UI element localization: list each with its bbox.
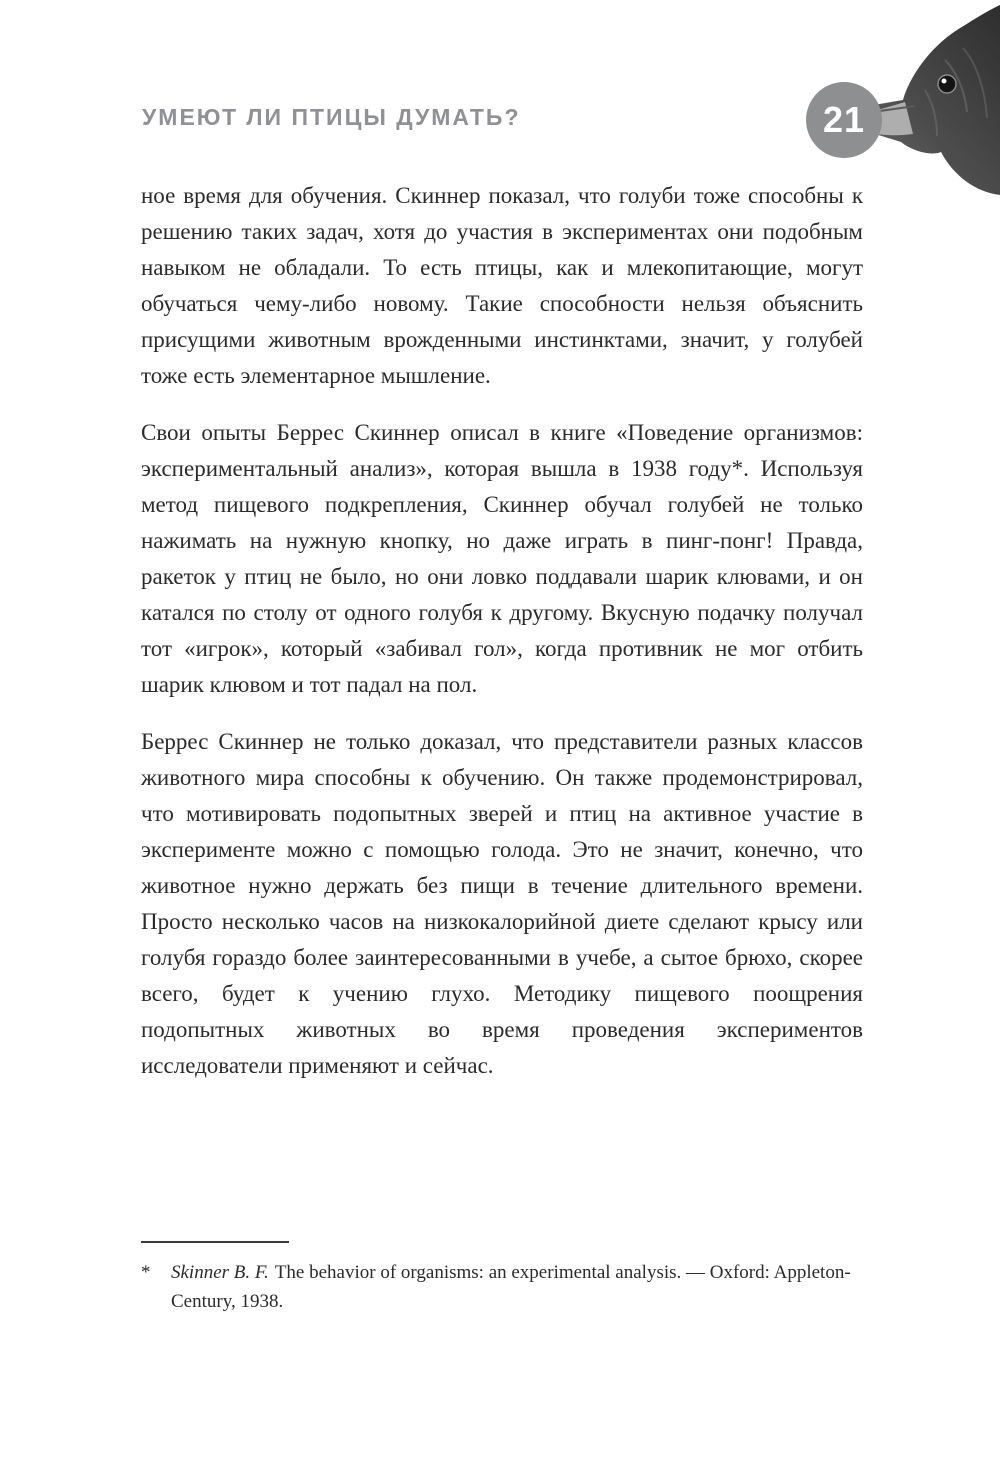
body-text: [141, 178, 863, 1084]
footnote-body: The behavior of organisms: an experimental analysis. — Oxford: Appleton-Century, 1938.: [171, 1262, 851, 1312]
footnote-marker: *: [141, 1262, 151, 1283]
footnote-text: [171, 1258, 851, 1316]
running-head-title: УМЕЮТ ЛИ ПТИЦЫ ДУМАТЬ?: [142, 104, 521, 130]
paragraph-1: ное время для обучения. Скиннер показал, что голуби тоже способны к решению таких задач, хотя до участия в экспериментах они подобным навыком не обладали. То есть птицы, как и млекопитающие, могут обучаться чему-либо новому. Такие способности нельзя объяснить присущими животным врожденными инстинктами, значит, у голубей тоже есть элементарное мышление.: [141, 183, 863, 388]
paragraph-3: Беррес Скиннер не только доказал, что представители разных классов животного мира способны к обучению. Он также продемонстрировал, что мотивировать подопытных зверей и птиц на активное участие в эксперименте можно с помощью голода. Это не значит, конечно, что животное нужно держать без пищи в течение длительного времени. Просто несколько часов на низкокалорийной диете сделают крысу или голубя гораздо более заинтересованными в учебе, а сытое брюхо, скорее всего, будет к учению глухо. Методику пищевого поощрения подопытных животных во время проведения экспериментов исследователи применяют и сейчас.: [141, 729, 863, 1078]
footnote: [141, 1258, 851, 1316]
paragraph-2: Свои опыты Беррес Скиннер описал в книге «Поведение организмов: экспериментальный анализ», которая вышла в 1938 году*. Используя метод пищевого подкрепления, Скиннер обучал голубей не только нажимать на нужную кнопку, но даже играть в пинг-понг! Правда, ракеток у птиц не было, но они ловко поддавали шарик клювами, и он катался по столу от одного голубя к другому. Вкусную подачку получал тот «игрок», который «забивал гол», когда противник не мог отбить шарик клювом и тот падал на пол.: [141, 420, 863, 697]
page-number: 21: [822, 99, 866, 140]
footnote-divider: [141, 1241, 289, 1243]
page-number-badge: [806, 82, 882, 158]
footnote-author: Skinner B. F.: [171, 1262, 269, 1283]
